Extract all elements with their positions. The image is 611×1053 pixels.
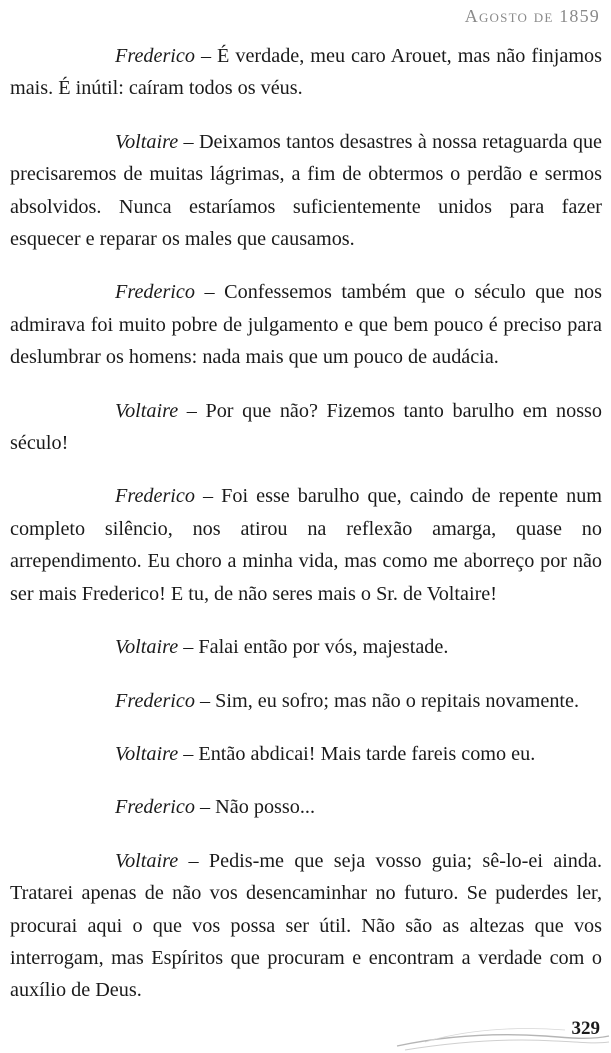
dialogue-paragraph [10, 395, 602, 460]
dialogue-paragraph [10, 480, 602, 610]
speaker-dash: – [178, 399, 206, 422]
speaker-name: Frederico [115, 45, 195, 67]
dialogue-text: Não posso... [215, 796, 315, 819]
speaker-name: Voltaire [115, 849, 179, 872]
dialogue-paragraph [10, 126, 602, 256]
speaker-name: Voltaire [115, 130, 179, 153]
speaker-dash: – [194, 796, 216, 819]
dialogue-paragraph [10, 40, 602, 105]
dialogue-text: Deixamos tantos desastres à nossa retaguarda que precisaremos de muitas lágrimas, a fim de obtermos o perdão e sermos absolvidos. Nunca estaríamos suficientemente unidos para fazer esquecer e reparar os males que causamos. [10, 130, 602, 251]
speaker-name: Frederico [115, 281, 195, 304]
dialogue-text: Então abdicai! Mais tarde fareis como eu. [198, 742, 536, 765]
dialogue-paragraph [10, 791, 602, 823]
dialogue-paragraph [10, 276, 602, 373]
speaker-name: Voltaire [115, 636, 179, 659]
speaker-dash: – [194, 281, 225, 304]
speaker-dash: – [178, 849, 209, 872]
dialogue-paragraph [10, 738, 602, 770]
speaker-name: Frederico [115, 689, 195, 712]
dialogue-text: Foi esse barulho que, caindo de repente num completo silêncio, nos atirou na reflexão amarga, quase no arrependimento. Eu choro a minha vida, mas como me aborreço por não ser mais Frederico! E tu, de não seres mais o Sr. de Voltaire! [10, 485, 603, 605]
dialogue-text: Sim, eu sofro; mas não o repitais novamente. [215, 689, 580, 712]
page-body [10, 40, 602, 1028]
dialogue-paragraph [10, 685, 602, 717]
speaker-dash: – [194, 45, 218, 67]
speaker-name: Frederico [115, 485, 195, 508]
dialogue-paragraph [10, 631, 602, 663]
dialogue-text: É verdade, meu caro Arouet, mas não finjamos mais. É inútil: caíram todos os véus. [10, 45, 602, 100]
dialogue-paragraph [10, 845, 602, 1007]
dialogue-text: Confessemos também que o século que nos admirava foi muito pobre de julgamento e que bem pouco é preciso para deslumbrar os homens: nada mais que um pouco de audácia. [10, 281, 602, 369]
dialogue-text: Por que não? Fizemos tanto barulho em nosso século! [10, 399, 602, 455]
dialogue-text: Pedis-me que seja vosso guia; sê-lo-ei ainda. Tratarei apenas de não vos desencaminhar no futuro. Se puderdes ler, procurai aqui o que vos possa ser útil. Não são as altezas que vos interrogam, mas Espíritos que procuram e encontram a verdade com o auxílio de Deus. [10, 849, 603, 1002]
dialogue-text: Falai então por vós, majestade. [198, 636, 449, 659]
speaker-dash: – [194, 485, 222, 508]
running-header: Agosto de 1859 [464, 6, 600, 26]
speaker-dash: – [178, 742, 199, 765]
speaker-name: Voltaire [115, 742, 179, 765]
speaker-dash: – [178, 636, 199, 659]
speaker-dash: – [178, 130, 199, 153]
speaker-name: Frederico [115, 796, 195, 819]
speaker-name: Voltaire [115, 399, 179, 422]
page-number: 329 [571, 1018, 600, 1039]
speaker-dash: – [194, 689, 216, 712]
